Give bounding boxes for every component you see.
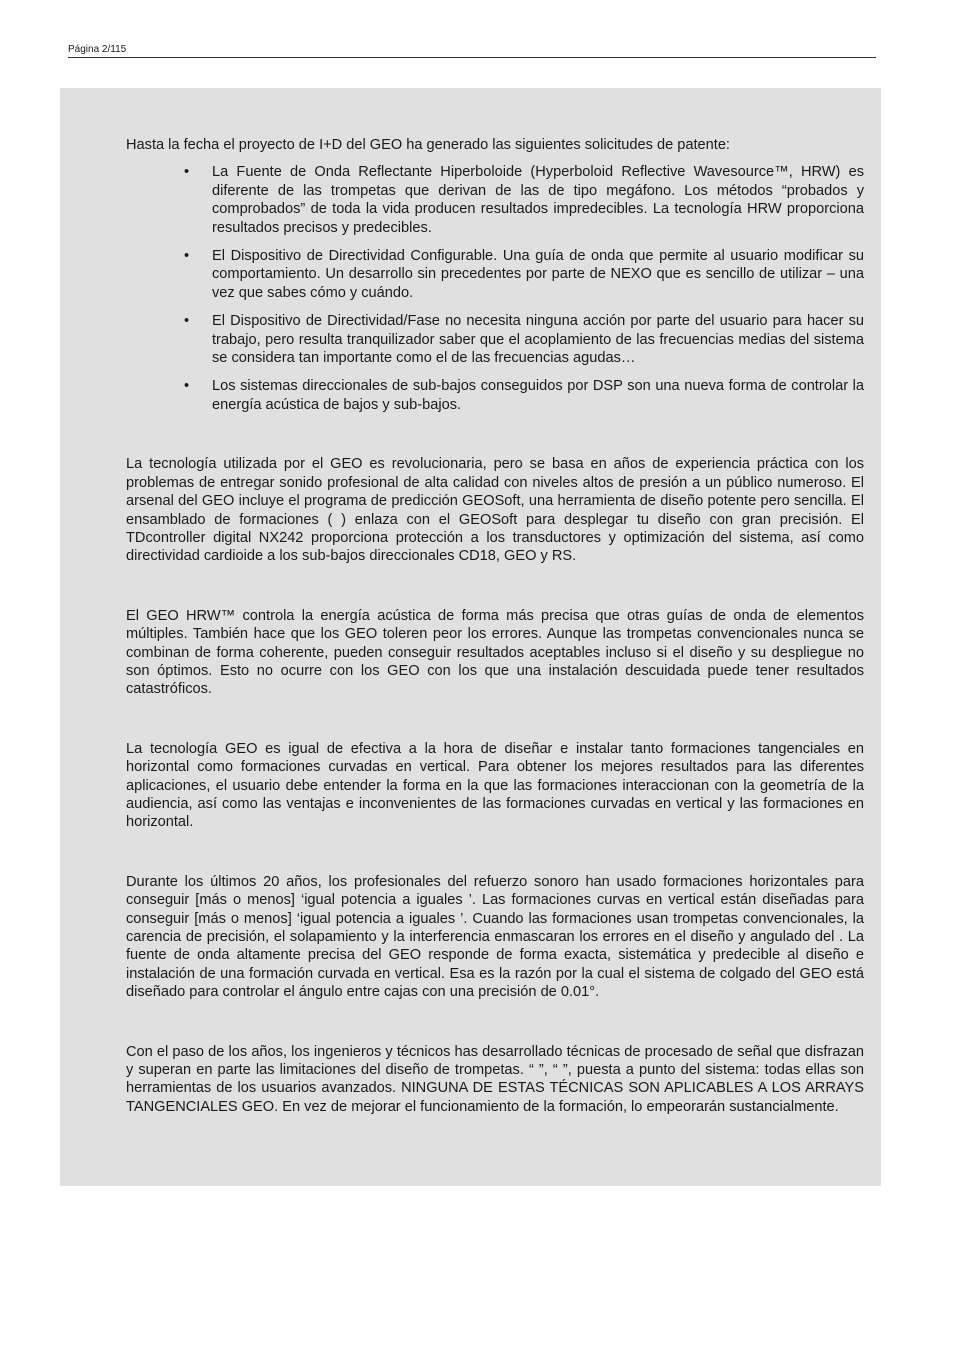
page-number: Página 2/115 xyxy=(68,44,127,55)
bullet-icon: • xyxy=(184,313,190,330)
bullet-icon: • xyxy=(184,164,190,181)
document-body xyxy=(126,136,864,1116)
list-item xyxy=(184,163,864,237)
paragraph-history: Durante los últimos 20 años, los profesionales del refuerzo sonoro han usado formaciones horizontales para conseguir [más o menos] ‘igual potencia a iguales ’. Las formaciones curvas en vertical están diseñadas para conseguir [más o menos] ‘igual potencia a iguales ’. Cuando las formaciones usan trompetas convencionales, la carencia de precisión, el solapamiento y la interferencia enmascaran los errores en el diseño y angulado del . La fuente de onda altamente precisa del GEO responde de forma exacta, sistemática y predecible al diseño e instalación de una formación curvada en vertical. Esa es la razón por la cual el sistema de colgado del GEO está diseñado para controlar el ángulo entre cajas con una precisión de 0.01°. xyxy=(126,873,864,1001)
list-item xyxy=(184,312,864,367)
list-item xyxy=(184,247,864,302)
bullet-icon: • xyxy=(184,378,190,395)
list-item xyxy=(184,377,864,414)
paragraph-hrw: El GEO HRW™ controla la energía acústica de forma más precisa que otras guías de onda de elementos múltiples. También hace que los GEO toleren peor los errores. Aunque las trompetas convencionales nunca se combinan de forma coherente, pueden conseguir resultados aceptables incluso si el diseño y su despliegue no son óptimos. Esto no ocurre con los GEO con los que una instalación descuidada puede tener resultados catastróficos. xyxy=(126,607,864,698)
paragraph-technology: La tecnología utilizada por el GEO es revolucionaria, pero se basa en años de experiencia práctica con los problemas de entregar sonido profesional de alta calidad con niveles altos de presión a un público numeroso. El arsenal del GEO incluye el programa de predicción GEOSoft, una herramienta de diseño potente pero sencilla. El ensamblado de formaciones ( ) enlaza con el GEOSoft para desplegar tu diseño con gran precisión. El TDcontroller digital NX242 proporciona protección a los transductores y optimización del sistema, así como directividad cardioide a los sub-bajos direccionales CD18, GEO y RS. xyxy=(126,456,864,565)
page-header xyxy=(68,44,876,58)
patent-text: El Dispositivo de Directividad Configurable. Una guía de onda que permite al usuario modificar su comportamiento. Un desarrollo sin precedentes por parte de NEXO que es sencillo de utilizar – una vez que sabes cómo y cuándo. xyxy=(212,248,864,301)
paragraph-processing: Con el paso de los años, los ingenieros y técnicos has desarrollado técnicas de procesado de señal que disfrazan y superan en parte las limitaciones del diseño de trompetas. “ ”, “ ”, puesta a punto del sistema: todas ellas son herramientas de los usuarios avanzados. NINGUNA DE ESTAS TÉCNICAS SON APLICABLES A LOS ARRAYS TANGENCIALES GEO. En vez de mejorar el funcionamiento de la formación, lo empeorarán sustancialmente. xyxy=(126,1043,864,1115)
bullet-icon: • xyxy=(184,248,190,265)
patent-text: El Dispositivo de Directividad/Fase no necesita ninguna acción por parte del usuario para hacer su trabajo, pero resulta tranquilizador saber que el acoplamiento de las frecuencias medias del sistema se considera tan importante como el de las frecuencias agudas… xyxy=(212,313,864,367)
paragraph-formations: La tecnología GEO es igual de efectiva a la hora de diseñar e instalar tanto formaciones tangenciales en horizontal como formaciones curvadas en vertical. Para obtener los mejores resultados para las diferentes aplicaciones, el usuario debe entender la forma en la que las formaciones interaccionan con la geometría de la audiencia, así como las ventajas e inconvenientes de las formaciones curvadas en vertical y las formaciones en horizontal. xyxy=(126,740,864,831)
patent-list xyxy=(126,163,864,414)
patent-text: La Fuente de Onda Reflectante Hiperboloide (Hyperboloid Reflective Wavesource™, HRW) es diferente de las trompetas que derivan de las de tipo megáfono. Los métodos “probados y comprobados” de toda la vida producen resultados impredecibles. La tecnología HRW proporciona resultados precisos y predecibles. xyxy=(212,164,864,236)
patents-intro: Hasta la fecha el proyecto de I+D del GEO ha generado las siguientes solicitudes de patente: xyxy=(126,137,730,153)
patent-text: Los sistemas direccionales de sub-bajos conseguidos por DSP son una nueva forma de controlar la energía acústica de bajos y sub-bajos. xyxy=(212,378,864,413)
